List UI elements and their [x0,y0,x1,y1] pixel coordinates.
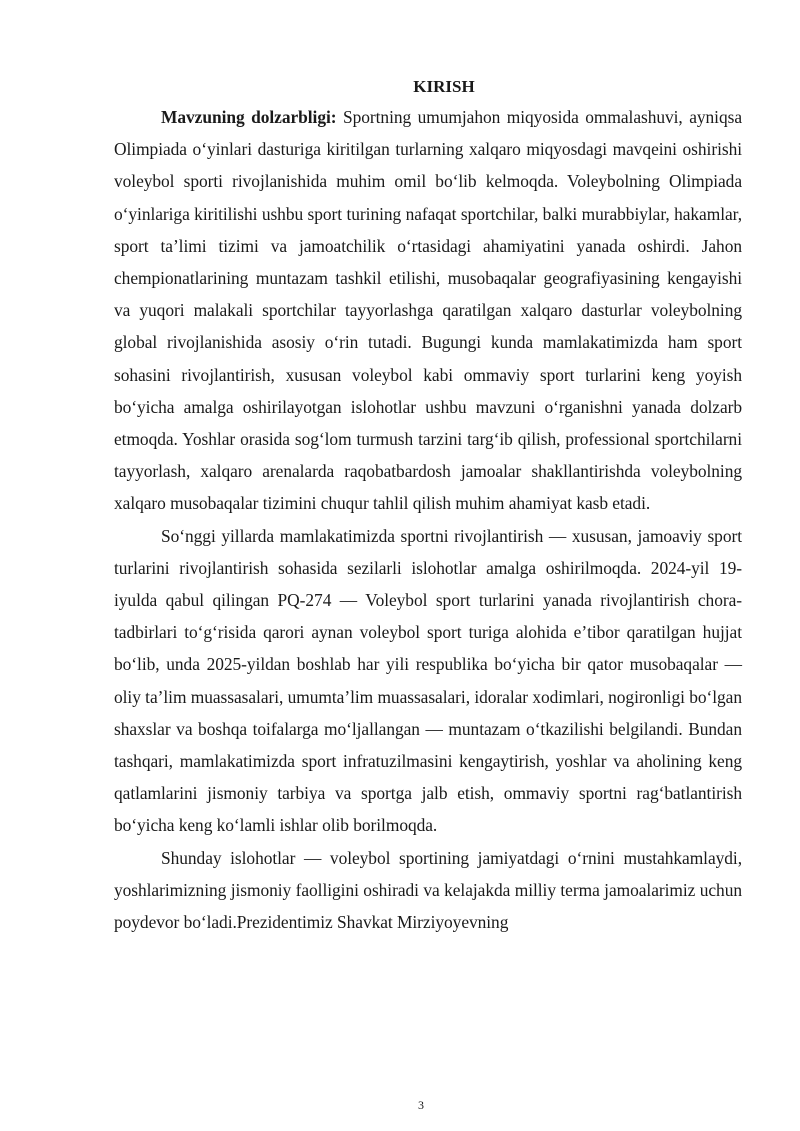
paragraph-relevance [114,101,742,520]
page-number: 3 [418,1098,424,1112]
paragraph-reforms [114,520,742,842]
paragraph-lead: Mavzuning dolzarbligi: [161,107,337,127]
paragraph-text: Shunday islohotlar — voleybol sportining jamiyatdagi oʻrnini mustahkamlaydi, yoshlarimizning jismoniy faolligini oshiradi va kelajakda milliy terma jamoalarimiz uchun poydevor boʻladi.Prezidentimiz Shavkat Mirziyoyevning [114,847,742,933]
section-heading: KIRISH [413,77,475,96]
paragraph-conclusion [114,842,742,939]
paragraph-text: Soʻnggi yillarda mamlakatimizda sportni rivojlantirish — xususan, jamoaviy sport turlarini rivojlantirish sohasida sezilarli islohotlar amalga oshirilmoqda. 2024-yil 19-iyulda qabul qilingan PQ-274 — Voleybol sport turlarini yanada rivojlantirish chora-tadbirlari toʻgʻrisida qarori aynan voleybol sport turiga alohida eʼtibor qaratilgan hujjat boʻlib, unda 2025-yildan boshlab har yili respublika boʻyicha bir qator musobaqalar — oliy taʼlim muassasalari, umumtaʼlim muassasalari, idoralar xodimlari, nogironligi boʻlgan shaxslar va boshqa toifalarga moʻljallangan — muntazam oʻtkazilishi belgilandi. Bundan tashqari, mamlakatimizda sport infratuzilmasini kengaytirish, yoshlar va aholining keng qatlamlarini jismoniy tarbiya va sportga jalb etish, ommaviy sportni ragʻbatlantirish boʻyicha keng koʻlamli ishlar olib borilmoqda. [114,525,742,836]
paragraph-text: Sportning umumjahon miqyosida ommalashuvi, ayniqsa Olimpiada oʻyinlari dasturiga kiritilgan turlarning xalqaro miqyosdagi mavqeini oshirishi voleybol sporti rivojlanishida muhim omil boʻlib kelmoqda. Voleybolning Olimpiada oʻyinlariga kiritilishi ushbu sport turining nafaqat sportchilar, balki murabbiylar, hakamlar, sport taʼlimi tizimi va jamoatchilik oʻrtasidagi ahamiyatini yanada oshirdi. Jahon chempionatlarining muntazam tashkil etilishi, musobaqalar geografiyasining kengayishi va yuqori malakali sportchilar tayyorlashga qaratilgan xalqaro dasturlar voleybolning global rivojlanishida asosiy oʻrin tutadi. Bugungi kunda mamlakatimizda ham sport sohasini rivojlantirish, xususan voleybol kabi ommaviy sport turlarini keng yoyish boʻyicha amalga oshirilayotgan islohotlar ushbu mavzuni oʻrganishni yanada dolzarb etmoqda. Yoshlar orasida sogʻlom turmush tarzini targʻib qilish, professional sportchilarni tayyorlash, xalqaro arenalarda raqobatbardosh jamoalar shakllantirishda voleybolning xalqaro musobaqalar tizimini chuqur tahlil qilish muhim ahamiyat kasb etadi. [114,107,742,514]
page-body [114,73,742,938]
